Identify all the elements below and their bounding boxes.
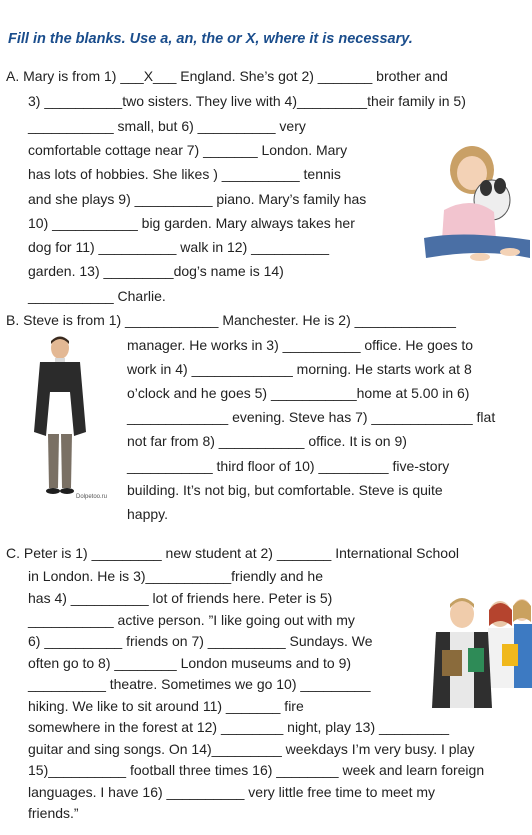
section-c-line-6: often go to 8) ________ London museums and to 9)	[28, 655, 352, 671]
section-a-line-5: has lots of hobbies. She likes ) __________ tennis	[28, 166, 341, 182]
section-a-line-7: 10) ___________ big garden. Mary always takes her	[28, 215, 355, 231]
section-c-line-9: somewhere in the forest at 12) ________ night, play 13) _________	[28, 719, 450, 735]
section-b-line-6: not far from 8) ___________ office. It is on 9)	[127, 433, 407, 449]
section-b-line-9: happy.	[127, 506, 168, 522]
section-c-line-7: __________ theatre. Sometimes we go 10) _________	[28, 676, 371, 692]
page-title: Fill in the blanks. Use a, an, the or X, where it is necessary.	[8, 31, 413, 47]
section-c-line-13: friends.”	[28, 805, 79, 821]
image-caption: Dolpetoo.ru	[76, 494, 108, 500]
section-a-line-10: ___________ Charlie.	[28, 288, 166, 304]
man-in-coat-image	[24, 336, 96, 501]
section-b-line-4: o’clock and he goes 5) ___________home at 5.00 in 6)	[127, 385, 470, 401]
section-a-line-6: and she plays 9) __________ piano. Mary’s family has	[28, 191, 367, 207]
section-b-line-8: building. It’s not big, but comfortable. Steve is quite	[127, 482, 443, 498]
section-c-line-11: 15)__________ football three times 16) ________ week and learn foreign	[28, 762, 485, 778]
section-c-line-10: guitar and sing songs. On 14)_________ weekdays I’m very busy. I play	[28, 741, 475, 757]
section-c-line-3: has 4) __________ lot of friends here. Peter is 5)	[28, 590, 333, 606]
section-a-line-4: comfortable cottage near 7) _______ London. Mary	[28, 142, 348, 158]
section-c-line-5: 6) __________ friends on 7) __________ Sundays. We	[28, 633, 373, 649]
section-b-line-2: manager. He works in 3) __________ office. He goes to	[127, 337, 474, 353]
section-c-line-1: C. Peter is 1) _________ new student at 2) _______ International School	[6, 545, 459, 561]
section-a-line-2: 3) __________two sisters. They live with 4)_________their family in 5)	[28, 93, 466, 109]
section-a-line-3: ___________ small, but 6) __________ very	[28, 118, 306, 134]
girl-with-dog-image	[422, 140, 532, 265]
section-b-line-5: _____________ evening. Steve has 7) _____________ flat	[127, 409, 496, 425]
students-group-image	[422, 592, 532, 710]
section-c-line-8: hiking. We like to sit around 11) _______ fire	[28, 698, 304, 714]
section-a-line-9: garden. 13) _________dog’s name is 14)	[28, 263, 284, 279]
section-c-line-2: in London. He is 3)___________friendly and he	[28, 568, 324, 584]
section-a-line-8: dog for 11) __________ walk in 12) __________	[28, 239, 329, 255]
section-c-line-12: languages. I have 16) __________ very little free time to meet my	[28, 784, 436, 800]
section-a-line-1: A. Mary is from 1) ___X___ England. She’s got 2) _______ brother and	[6, 68, 448, 84]
section-c-line-4: ___________ active person. ”I like going out with my	[28, 612, 355, 628]
section-b-line-1: B. Steve is from 1) ____________ Manchester. He is 2) _____________	[6, 312, 456, 328]
section-b-line-7: ___________ third floor of 10) _________ five-story	[127, 458, 450, 474]
section-b-line-3: work in 4) _____________ morning. He starts work at 8	[127, 361, 472, 377]
